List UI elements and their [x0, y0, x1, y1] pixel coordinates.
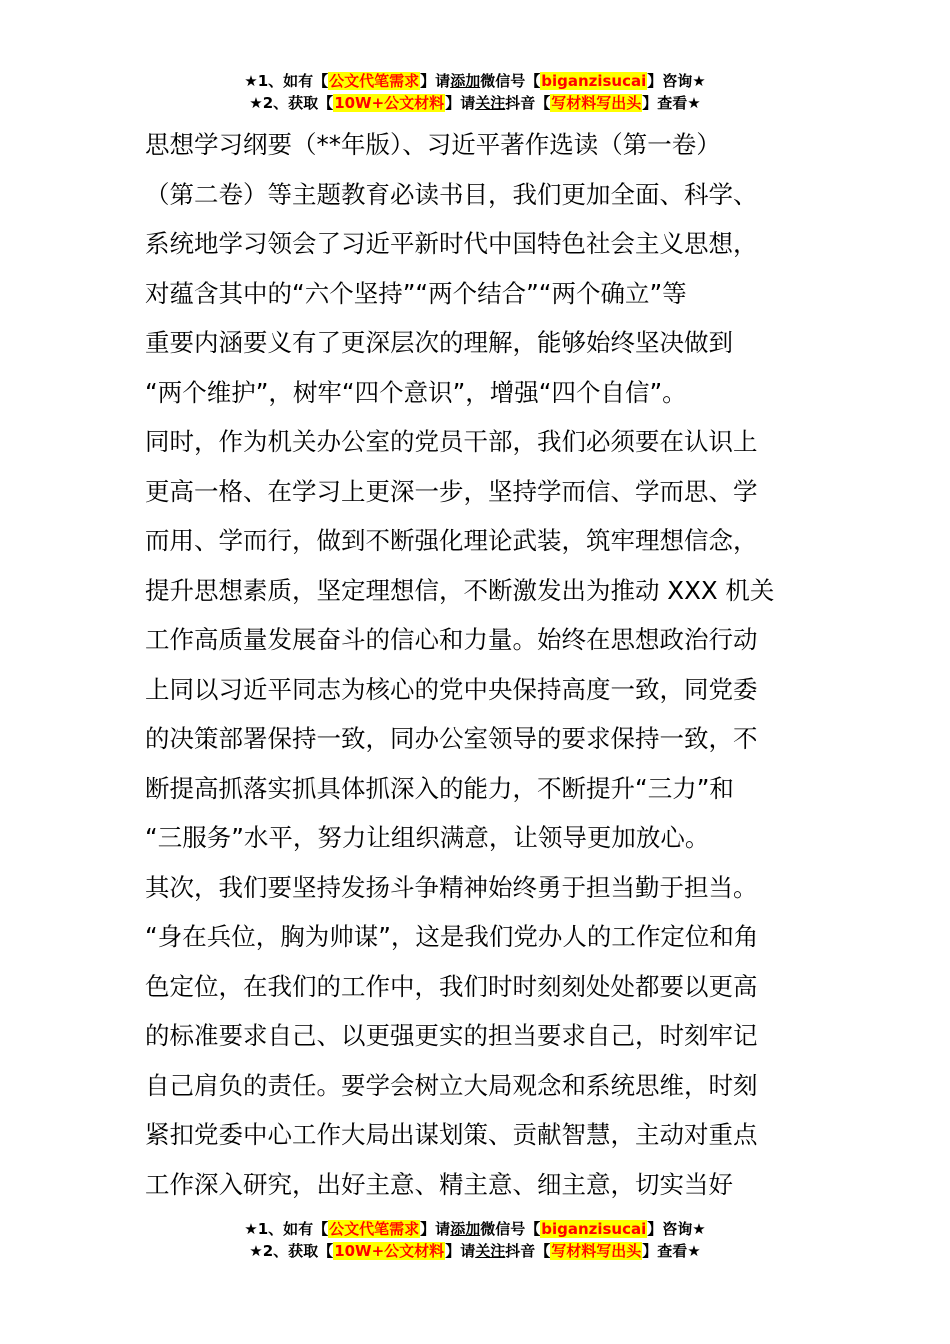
document-body — [145, 120, 815, 1209]
footer-text: 】查看★ — [642, 1242, 701, 1260]
body-line: 上同以习近平同志为核心的党中央保持高度一致，同党委 — [145, 674, 758, 704]
footer-text: 抖音【 — [505, 1242, 551, 1260]
underlined-add: 添加 — [450, 72, 481, 90]
highlight-ghostwriting: 公文代笔需求 — [329, 72, 420, 90]
header-text: ★1、如有【 — [244, 72, 329, 90]
highlight-douyin-account: 写材料写出头 — [551, 1242, 642, 1260]
highlight-wechat-id: biganzisucai — [541, 72, 647, 90]
footer-text: ★1、如有【 — [244, 1220, 329, 1238]
footer-text: 】请 — [445, 1242, 476, 1260]
highlight-ghostwriting: 公文代笔需求 — [329, 1220, 420, 1238]
body-line: 工作深入研究，出好主意、精主意、细主意，切实当好 — [145, 1169, 733, 1199]
highlight-douyin-account: 写材料写出头 — [551, 94, 642, 112]
header-text: 抖音【 — [505, 94, 551, 112]
body-line: 色定位，在我们的工作中，我们时时刻刻处处都要以更高 — [145, 971, 758, 1001]
body-line: 系统地学习领会了习近平新时代中国特色社会主义思想， — [145, 229, 758, 258]
header-text: 】请 — [445, 94, 476, 112]
highlight-materials: 10W+公文材料 — [334, 94, 445, 112]
header-text: 】咨询★ — [647, 72, 706, 90]
body-line: “三服务”水平，努力让组织满意，让领导更加放心。 — [145, 823, 710, 852]
footer-text: ★2、获取【 — [249, 1242, 334, 1260]
footer-text: 】咨询★ — [647, 1220, 706, 1238]
body-line: 重要内涵要义有了更深层次的理解，能够始终坚决做到 — [145, 328, 733, 357]
header-text: 】请 — [420, 72, 451, 90]
body-line: 的决策部署保持一致，同办公室领导的要求保持一致，不 — [145, 724, 758, 753]
header-line-2 — [0, 92, 950, 114]
body-line: 的标准要求自己、以更强更实的担当要求自己，时刻牢记 — [145, 1021, 758, 1050]
footer-text: 】请 — [420, 1220, 451, 1238]
body-line: “身在兵位，胸为帅谋”，这是我们党办人的工作定位和角 — [145, 922, 759, 951]
highlight-materials: 10W+公文材料 — [334, 1242, 445, 1260]
header-banner — [0, 70, 950, 114]
footer-line-1 — [0, 1218, 950, 1240]
body-line: 更高一格、在学习上更深一步，坚持学而信、学而思、学 — [145, 476, 758, 506]
header-line-1 — [0, 70, 950, 92]
body-line: 其次，我们要坚持发扬斗争精神始终勇于担当勤于担当。 — [145, 872, 758, 902]
body-line: 同时，作为机关办公室的党员干部，我们必须要在认识上 — [145, 427, 758, 456]
body-line: 对蕴含其中的“六个坚持”“两个结合”“两个确立”等 — [145, 278, 687, 308]
underlined-follow: 关注 — [475, 94, 506, 112]
body-line: 自己肩负的责任。要学会树立大局观念和系统思维，时刻 — [145, 1070, 758, 1100]
body-line: 提升思想素质，坚定理想信，不断激发出为推动 XXX 机关 — [145, 575, 775, 605]
header-text: 微信号【 — [480, 72, 541, 90]
underlined-add: 添加 — [450, 1220, 481, 1238]
header-text: 】查看★ — [642, 94, 701, 112]
highlight-wechat-id: biganzisucai — [541, 1220, 647, 1238]
footer-banner — [0, 1218, 950, 1262]
body-line: 思想学习纲要（**年版）、习近平著作选读（第一卷） — [145, 130, 721, 159]
body-line: 断提高抓落实抓具体抓深入的能力，不断提升“三力”和 — [145, 773, 734, 803]
footer-line-2 — [0, 1240, 950, 1262]
footer-text: 微信号【 — [480, 1220, 541, 1238]
body-line: 而用、学而行，做到不断强化理论武装，筑牢理想信念， — [145, 526, 758, 555]
body-line: “两个维护”，树牢“四个意识”，增强“四个自信”。 — [145, 377, 687, 407]
body-line: 紧扣党委中心工作大局出谋划策、贡献智慧，主动对重点 — [145, 1120, 758, 1149]
body-line: （第二卷）等主题教育必读书目，我们更加全面、科学、 — [145, 179, 758, 209]
body-line: 工作高质量发展奋斗的信心和力量。始终在思想政治行动 — [145, 625, 758, 654]
underlined-follow: 关注 — [475, 1242, 506, 1260]
header-text: ★2、获取【 — [249, 94, 334, 112]
